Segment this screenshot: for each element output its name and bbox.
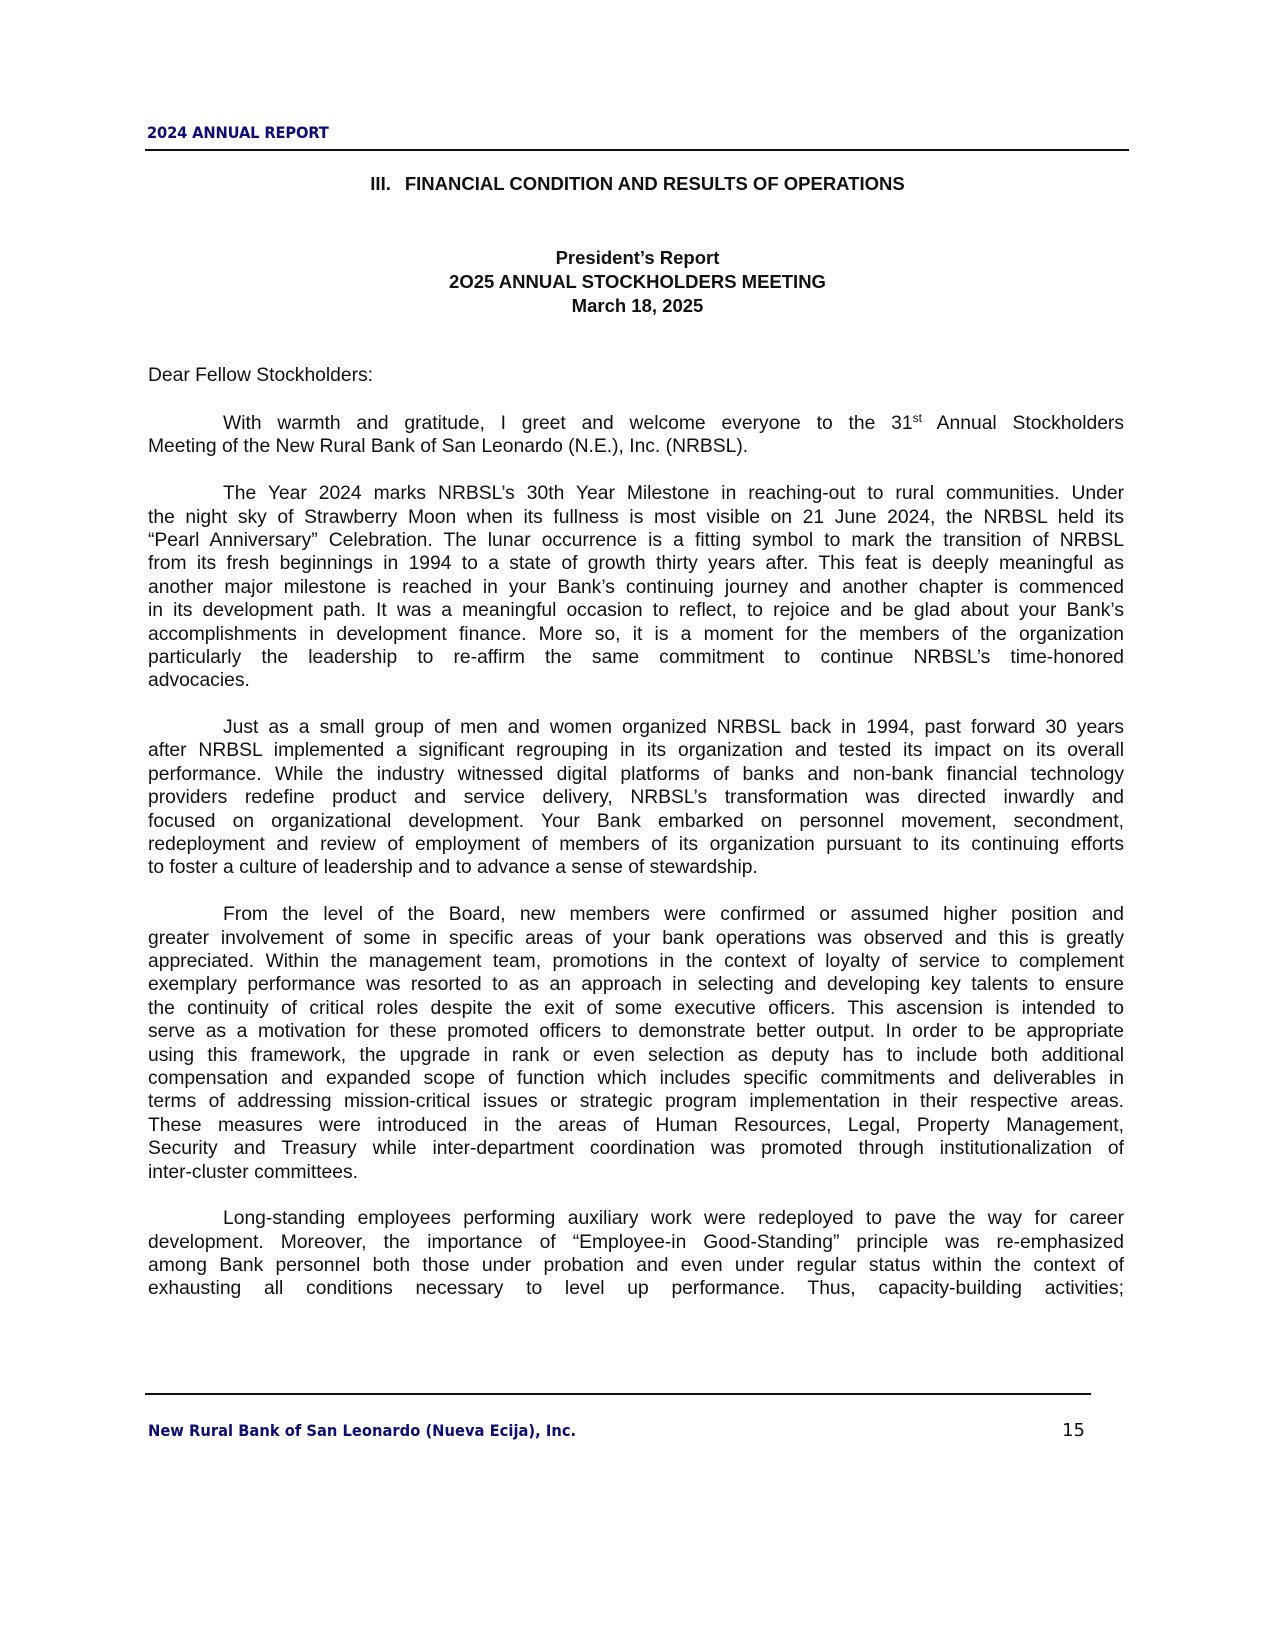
paragraph-line: focused on organizational development. Your Bank embarked on personnel movement, secondment, — [148, 810, 1124, 832]
paragraph — [148, 1207, 1124, 1301]
section-heading — [0, 173, 1275, 195]
paragraph-line: accomplishments in development finance. More so, it is a moment for the members of the organization — [148, 623, 1124, 645]
paragraph-line: from its fresh beginnings in 1994 to a state of growth thirty years after. This feat is deeply meaningful as — [148, 553, 1124, 575]
paragraph-line: the continuity of critical roles despite the exit of some executive officers. This ascension is intended to — [148, 997, 1124, 1019]
paragraph-line: Long-standing employees performing auxiliary work were redeployed to pave the way for career — [223, 1208, 1124, 1230]
paragraph-line: in its development path. It was a meaningful occasion to reflect, to rejoice and be glad about your Bank’s — [148, 600, 1124, 622]
paragraph-line: particularly the leadership to re-affirm the same commitment to continue NRBSL’s time-honored — [148, 646, 1124, 668]
report-title-block — [0, 246, 1275, 318]
paragraph — [148, 482, 1124, 693]
paragraph-line: using this framework, the upgrade in rank or even selection as deputy has to include both additional — [148, 1044, 1124, 1066]
paragraph-line: to foster a culture of leadership and to advance a sense of stewardship. — [148, 857, 758, 879]
paragraph-line: These measures were introduced in the areas of Human Resources, Legal, Property Management, — [148, 1114, 1124, 1136]
salutation: Dear Fellow Stockholders: — [148, 365, 374, 386]
section-number: III. — [370, 173, 391, 194]
paragraph-line: Security and Treasury while inter-department coordination was promoted through institutionalization of — [148, 1138, 1124, 1160]
paragraph-line: development. Moreover, the importance of “Employee-in Good-Standing” principle was re-emphasized — [148, 1231, 1124, 1253]
paragraph-line: terms of addressing mission-critical issues or strategic program implementation in their respective areas. — [148, 1091, 1124, 1113]
paragraph-line — [148, 412, 1124, 435]
paragraph-line: “Pearl Anniversary” Celebration. The lunar occurrence is a fitting symbol to mark the transition of NRBSL — [148, 529, 1124, 551]
footer-organization: New Rural Bank of San Leonardo (Nueva Ecija), Inc. — [148, 1421, 577, 1440]
meeting-title: 2O25 ANNUAL STOCKHOLDERS MEETING — [449, 271, 826, 292]
header-divider — [145, 149, 1129, 151]
paragraph-line: greater involvement of some in specific areas of your bank operations was observed and this is greatly — [148, 927, 1124, 949]
paragraph-line: performance. While the industry witnessed digital platforms of banks and non-bank financial technology — [148, 763, 1124, 785]
line-text: Annual Stockholders — [921, 413, 1124, 434]
report-title: President’s Report — [555, 247, 720, 268]
paragraph-line: serve as a motivation for these promoted officers to demonstrate better output. In order to be appropriate — [148, 1021, 1124, 1043]
paragraph-line: among Bank personnel both those under probation and even under regular status within the context of — [148, 1255, 1124, 1277]
paragraph-line: From the level of the Board, new members were confirmed or assumed higher position and — [223, 904, 1124, 926]
paragraph-line: The Year 2024 marks NRBSL’s 30th Year Milestone in reaching-out to rural communities. Under — [223, 483, 1124, 505]
ordinal-suffix: st — [912, 411, 922, 425]
paragraph-line: compensation and expanded scope of function which includes specific commitments and deliverables in — [148, 1067, 1124, 1089]
meeting-date: March 18, 2025 — [571, 295, 704, 316]
paragraph-line: providers redefine product and service delivery, NRBSL’s transformation was directed inwardly and — [148, 787, 1124, 809]
paragraph-line: Meeting of the New Rural Bank of San Leonardo (N.E.), Inc. (NRBSL). — [148, 436, 749, 458]
paragraph-line: exhausting all conditions necessary to level up performance. Thus, capacity-building activities; — [148, 1278, 1124, 1300]
paragraph-line: the night sky of Strawberry Moon when its fullness is most visible on 21 June 2024, the NRBSL held its — [148, 506, 1124, 528]
paragraph-line: redeployment and review of employment of members of its organization pursuant to its continuing efforts — [148, 834, 1124, 856]
line-text: With warmth and gratitude, I greet and welcome everyone to the 31 — [223, 413, 913, 434]
paragraph-line: advocacies. — [148, 670, 250, 692]
section-title: FINANCIAL CONDITION AND RESULTS OF OPERATIONS — [404, 173, 905, 194]
paragraph-line: appreciated. Within the management team, promotions in the context of loyalty of service to complement — [148, 950, 1124, 972]
paragraph-line: after NRBSL implemented a significant regrouping in its organization and tested its impact on its overall — [148, 740, 1124, 762]
paragraph-line: another major milestone is reached in your Bank’s continuing journey and another chapter is commenced — [148, 576, 1124, 598]
footer-divider — [145, 1393, 1091, 1395]
paragraph-line: exemplary performance was resorted to as an approach in selecting and developing key talents to ensure — [148, 974, 1124, 996]
paragraph-line: Just as a small group of men and women organized NRBSL back in 1994, past forward 30 years — [223, 717, 1124, 739]
paragraph-line: inter-cluster committees. — [148, 1161, 359, 1183]
report-header-title: 2024 ANNUAL REPORT — [147, 123, 329, 142]
paragraph — [148, 412, 1124, 459]
letter-body — [148, 412, 1124, 1324]
paragraph — [148, 716, 1124, 880]
paragraph — [148, 903, 1124, 1184]
page-number: 15 — [1062, 1420, 1085, 1441]
